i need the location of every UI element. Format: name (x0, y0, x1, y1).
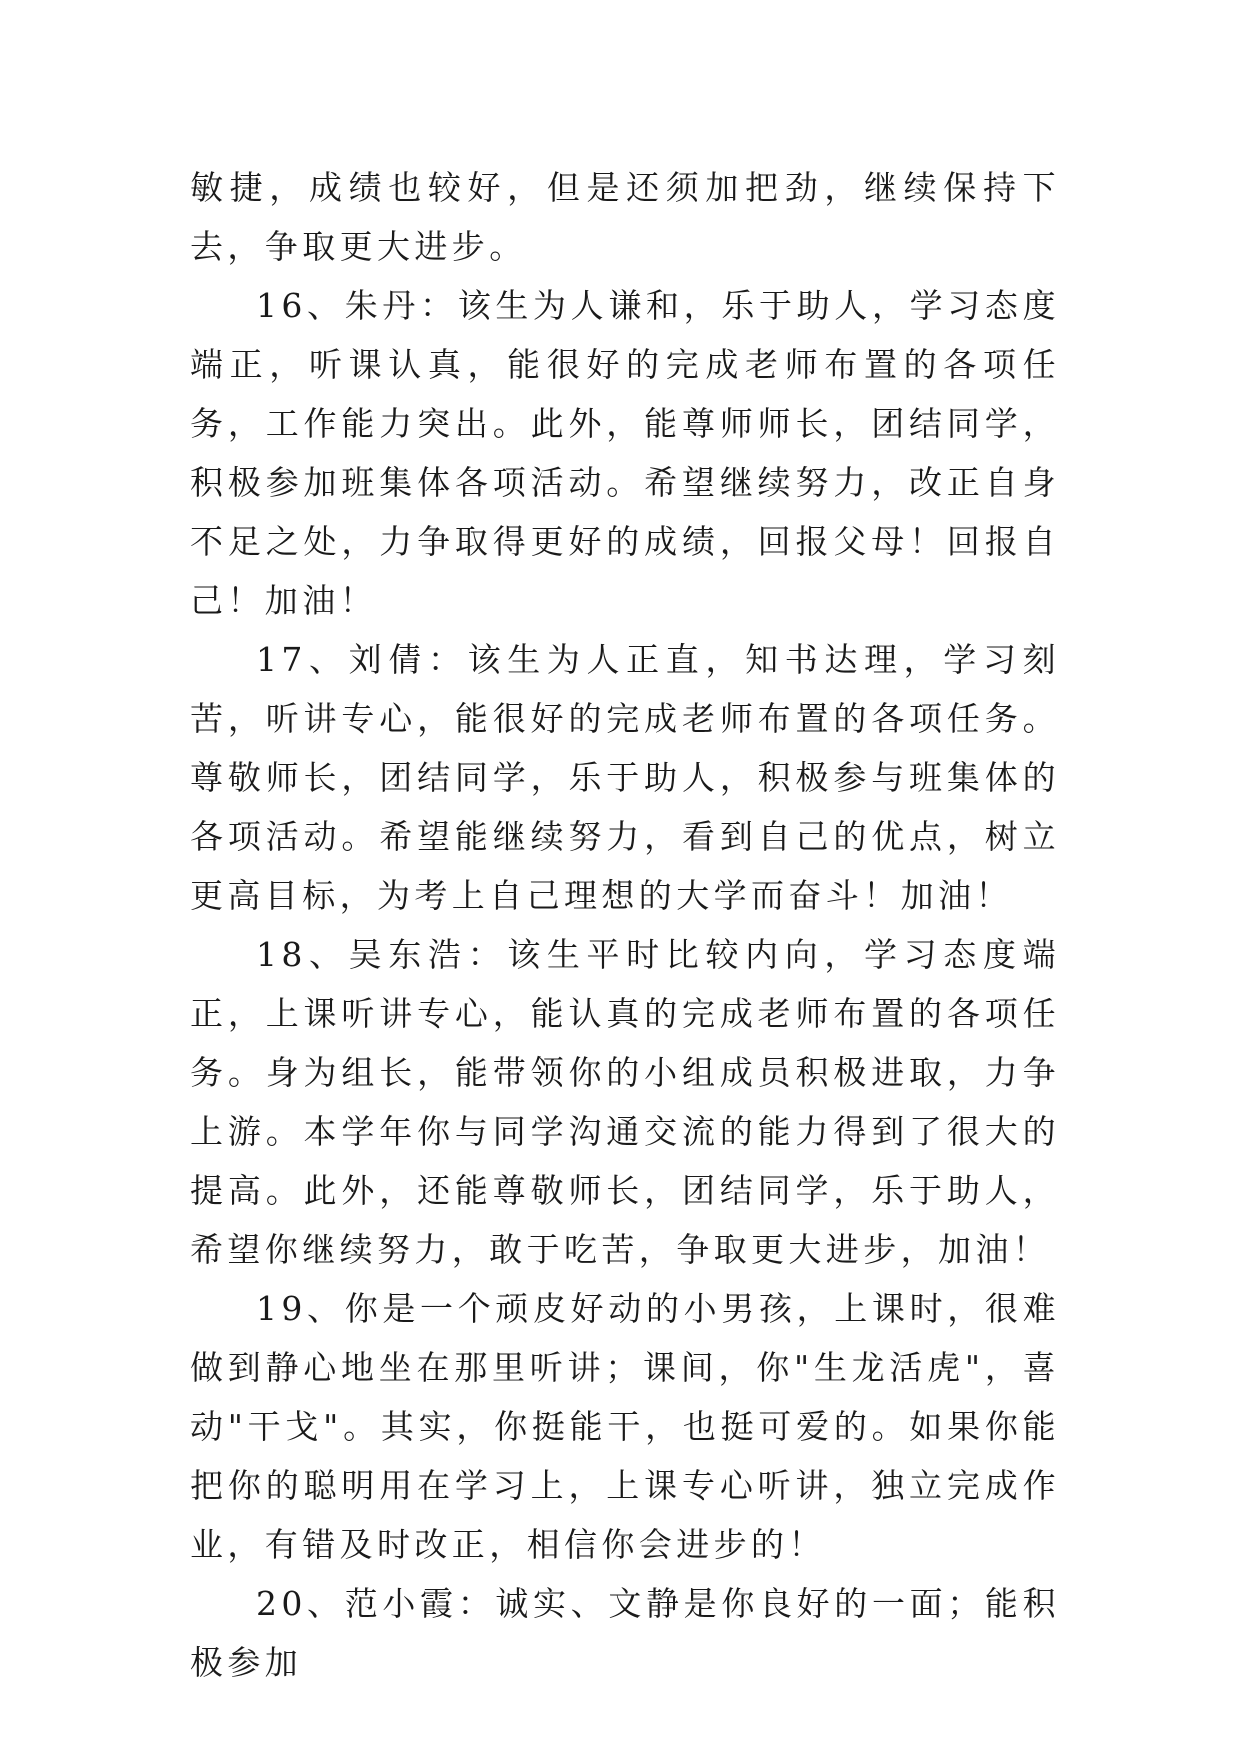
paragraph-15-continuation: 敏捷，成绩也较好，但是还须加把劲，继续保持下去，争取更大进步。 (190, 168, 1060, 266)
paragraph-20: 20、范小霞：诚实、文静是你良好的一面；能积极参加 (190, 1584, 1060, 1682)
document-page (190, 158, 1060, 1692)
paragraph-19: 19、你是一个顽皮好动的小男孩，上课时，很难做到静心地坐在那里听讲；课间，你"生龙活虎"，喜动"干戈"。其实，你挺能干，也挺可爱的。如果你能把你的聪明用在学习上，上课专心听讲，独立完成作业，有错及时改正，相信你会进步的！ (190, 1289, 1060, 1564)
paragraph-18: 18、吴东浩：该生平时比较内向，学习态度端正，上课听讲专心，能认真的完成老师布置的各项任务。身为组长，能带领你的小组成员积极进取，力争上游。本学年你与同学沟通交流的能力得到了很大的提高。此外，还能尊敬师长，团结同学，乐于助人，希望你继续努力，敢于吃苦，争取更大进步，加油！ (190, 935, 1060, 1269)
paragraph-17: 17、刘倩：该生为人正直，知书达理，学习刻苦，听讲专心，能很好的完成老师布置的各项任务。尊敬师长，团结同学，乐于助人，积极参与班集体的各项活动。希望能继续努力，看到自己的优点，树立更高目标，为考上自己理想的大学而奋斗！加油！ (190, 640, 1060, 915)
paragraph-16: 16、朱丹：该生为人谦和，乐于助人，学习态度端正，听课认真，能很好的完成老师布置的各项任务，工作能力突出。此外，能尊师师长，团结同学，积极参加班集体各项活动。希望继续努力，改正自身不足之处，力争取得更好的成绩，回报父母！回报自己！加油！ (190, 286, 1060, 620)
